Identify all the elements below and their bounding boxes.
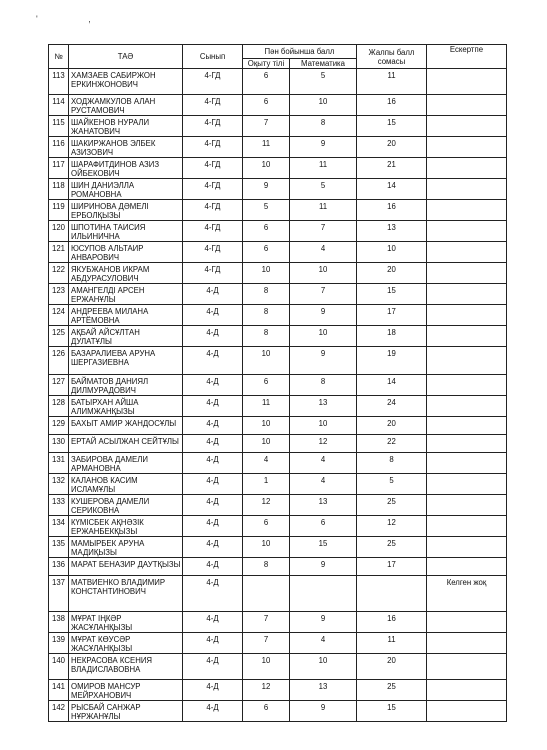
student-name: ЮСУПОВ АЛЬТАИР АНВАРОВИЧ: [69, 242, 183, 263]
class-name: 4-Д: [183, 654, 243, 680]
row-number: 123: [49, 284, 69, 305]
total-score: [357, 576, 427, 612]
language-score: 12: [243, 680, 290, 701]
student-name: АМАНГЕЛДІ АРСЕН ЕРЖАНҰЛЫ: [69, 284, 183, 305]
math-score: 8: [290, 116, 357, 137]
student-name: ШАРАФИТДИНОВ АЗИЗ ОЙБЕКОВИЧ: [69, 158, 183, 179]
student-name: ХАМЗАЕВ САБИРЖОН ЕРКИНЖОНОВИЧ: [69, 69, 183, 95]
math-score: 11: [290, 200, 357, 221]
class-name: 4-ГД: [183, 242, 243, 263]
table-row: [49, 179, 507, 200]
total-score: 25: [357, 495, 427, 516]
note: [427, 137, 507, 158]
table-row: [49, 633, 507, 654]
language-score: 10: [243, 654, 290, 680]
total-score: 18: [357, 326, 427, 347]
student-name: БАЙМАТОВ ДАНИЯЛ ДИЛМУРАДОВИЧ: [69, 375, 183, 396]
math-score: 13: [290, 680, 357, 701]
student-name: МАМЫРБЕК АРУНА МАДИҚЫЗЫ: [69, 537, 183, 558]
header-name: ТАӘ: [69, 45, 183, 69]
row-number: 117: [49, 158, 69, 179]
total-score: 14: [357, 375, 427, 396]
total-score: 17: [357, 305, 427, 326]
note: [427, 284, 507, 305]
row-number: 141: [49, 680, 69, 701]
math-score: 4: [290, 474, 357, 495]
row-number: 140: [49, 654, 69, 680]
student-name: КУШЕРОВА ДАМЕЛИ СЕРИКОВНА: [69, 495, 183, 516]
note: Келген жоқ: [427, 576, 507, 612]
language-score: [243, 576, 290, 612]
class-name: 4-ГД: [183, 263, 243, 284]
language-score: 6: [243, 701, 290, 722]
class-name: 4-Д: [183, 701, 243, 722]
math-score: 10: [290, 326, 357, 347]
total-score: 21: [357, 158, 427, 179]
class-name: 4-Д: [183, 516, 243, 537]
total-score: 25: [357, 537, 427, 558]
note: [427, 495, 507, 516]
language-score: 11: [243, 137, 290, 158]
total-score: 11: [357, 633, 427, 654]
language-score: 6: [243, 221, 290, 242]
class-name: 4-Д: [183, 396, 243, 417]
table-row: [49, 200, 507, 221]
table-row: [49, 221, 507, 242]
table-row: [49, 558, 507, 576]
row-number: 129: [49, 417, 69, 435]
language-score: 5: [243, 200, 290, 221]
student-name: ШАЙКЕНОВ НУРАЛИ ЖАНАТОВИЧ: [69, 116, 183, 137]
language-score: 10: [243, 417, 290, 435]
table-row: [49, 701, 507, 722]
language-score: 6: [243, 242, 290, 263]
language-score: 6: [243, 516, 290, 537]
student-name: БАХЫТ АМИР ЖАНДОСҰЛЫ: [69, 417, 183, 435]
student-name: МАТВИЕНКО ВЛАДИМИР КОНСТАНТИНОВИЧ: [69, 576, 183, 612]
student-name: МҰРАТ ІҢКӘР ЖАСҰЛАНҚЫЗЫ: [69, 612, 183, 633]
total-score: 20: [357, 654, 427, 680]
student-name: АНДРЕЕВА МИЛАНА АРТЁМОВНА: [69, 305, 183, 326]
total-score: 17: [357, 558, 427, 576]
row-number: 119: [49, 200, 69, 221]
row-number: 135: [49, 537, 69, 558]
table-row: [49, 516, 507, 537]
student-name: БАТЫРХАН АЙША АЛИМЖАНҚЫЗЫ: [69, 396, 183, 417]
math-score: 5: [290, 69, 357, 95]
note: [427, 612, 507, 633]
class-name: 4-Д: [183, 495, 243, 516]
note: [427, 633, 507, 654]
language-score: 10: [243, 158, 290, 179]
language-score: 10: [243, 435, 290, 453]
note: [427, 417, 507, 435]
math-score: 4: [290, 242, 357, 263]
table-row: [49, 537, 507, 558]
math-score: 10: [290, 263, 357, 284]
note: [427, 200, 507, 221]
math-score: 4: [290, 633, 357, 654]
note: [427, 158, 507, 179]
table-row: [49, 137, 507, 158]
note: [427, 701, 507, 722]
total-score: 16: [357, 612, 427, 633]
language-score: 11: [243, 396, 290, 417]
table-row: [49, 95, 507, 116]
note: [427, 116, 507, 137]
total-score: 13: [357, 221, 427, 242]
class-name: 4-ГД: [183, 158, 243, 179]
row-number: 116: [49, 137, 69, 158]
note: [427, 654, 507, 680]
student-name: БАЗАРАЛИЕВА АРУНА ШЕРГАЗИЕВНА: [69, 347, 183, 375]
class-name: 4-Д: [183, 537, 243, 558]
class-name: 4-ГД: [183, 179, 243, 200]
math-score: 7: [290, 221, 357, 242]
math-score: 5: [290, 179, 357, 200]
student-name: КҮМІСБЕК АҚНӘЗІК ЕРЖАНБЕКҚЫЗЫ: [69, 516, 183, 537]
table-row: [49, 435, 507, 453]
table-row: [49, 417, 507, 435]
student-name: МҰРАТ КӨУСӘР ЖАСҰЛАНҚЫЗЫ: [69, 633, 183, 654]
total-score: 11: [357, 69, 427, 95]
table-row: [49, 158, 507, 179]
row-number: 120: [49, 221, 69, 242]
row-number: 134: [49, 516, 69, 537]
class-name: 4-ГД: [183, 116, 243, 137]
student-name: ЯКУБЖАНОВ ИКРАМ АБДУРАСУЛОВИЧ: [69, 263, 183, 284]
math-score: 10: [290, 95, 357, 116]
student-name: МАРАТ БЕНАЗИР ДАУТҚЫЗЫ: [69, 558, 183, 576]
total-score: 20: [357, 137, 427, 158]
row-number: 133: [49, 495, 69, 516]
header-subject-math: Математика: [290, 59, 357, 69]
math-score: 9: [290, 137, 357, 158]
math-score: 13: [290, 495, 357, 516]
class-name: 4-Д: [183, 558, 243, 576]
student-name: ШПОТИНА ТАИСИЯ ИЛЬИНИЧНА: [69, 221, 183, 242]
note: [427, 326, 507, 347]
results-table: [48, 44, 507, 722]
class-name: 4-Д: [183, 375, 243, 396]
math-score: 9: [290, 701, 357, 722]
class-name: 4-Д: [183, 435, 243, 453]
language-score: 10: [243, 263, 290, 284]
row-number: 121: [49, 242, 69, 263]
student-name: ШИН ДАНИЭЛЛА РОМАНОВНА: [69, 179, 183, 200]
row-number: 138: [49, 612, 69, 633]
class-name: 4-ГД: [183, 200, 243, 221]
note: [427, 375, 507, 396]
total-score: 8: [357, 453, 427, 474]
header-class: Сынып: [183, 45, 243, 69]
row-number: 132: [49, 474, 69, 495]
total-score: 16: [357, 95, 427, 116]
table-row: [49, 375, 507, 396]
math-score: 11: [290, 158, 357, 179]
note: [427, 453, 507, 474]
note: [427, 396, 507, 417]
total-score: 14: [357, 179, 427, 200]
row-number: 136: [49, 558, 69, 576]
note: [427, 435, 507, 453]
math-score: 6: [290, 516, 357, 537]
language-score: 7: [243, 612, 290, 633]
math-score: 7: [290, 284, 357, 305]
student-name: ШИРИНОВА ДӘМЕЛІ ЕРБОЛҚЫЗЫ: [69, 200, 183, 221]
row-number: 113: [49, 69, 69, 95]
note: [427, 680, 507, 701]
row-number: 126: [49, 347, 69, 375]
row-number: 127: [49, 375, 69, 396]
language-score: 12: [243, 495, 290, 516]
language-score: 10: [243, 347, 290, 375]
math-score: 10: [290, 654, 357, 680]
table-row: [49, 474, 507, 495]
language-score: 6: [243, 95, 290, 116]
note: [427, 516, 507, 537]
class-name: 4-ГД: [183, 137, 243, 158]
language-score: 9: [243, 179, 290, 200]
total-score: 24: [357, 396, 427, 417]
total-score: 19: [357, 347, 427, 375]
table-row: [49, 612, 507, 633]
table-row: [49, 326, 507, 347]
total-score: 15: [357, 116, 427, 137]
class-name: 4-ГД: [183, 221, 243, 242]
table-row: [49, 305, 507, 326]
student-name: РЫСБАЙ САНЖАР НҰРЖАНҰЛЫ: [69, 701, 183, 722]
row-number: 124: [49, 305, 69, 326]
student-name: ЕРТАЙ АСЫЛЖАН СЕЙТҰЛЫ: [69, 435, 183, 453]
class-name: 4-Д: [183, 633, 243, 654]
table-row: [49, 242, 507, 263]
row-number: 118: [49, 179, 69, 200]
row-number: 122: [49, 263, 69, 284]
table-row: [49, 495, 507, 516]
total-score: 25: [357, 680, 427, 701]
note: [427, 69, 507, 95]
math-score: 9: [290, 612, 357, 633]
total-score: 10: [357, 242, 427, 263]
table-row: [49, 347, 507, 375]
header-total: Жалпы балл сомасы: [357, 45, 427, 69]
row-number: 131: [49, 453, 69, 474]
language-score: 6: [243, 69, 290, 95]
header-note: Ескертпе: [427, 45, 507, 69]
class-name: 4-Д: [183, 347, 243, 375]
math-score: 9: [290, 558, 357, 576]
math-score: 8: [290, 375, 357, 396]
total-score: 16: [357, 200, 427, 221]
row-number: 139: [49, 633, 69, 654]
note: [427, 558, 507, 576]
table-row: [49, 69, 507, 95]
total-score: 15: [357, 284, 427, 305]
class-name: 4-Д: [183, 284, 243, 305]
student-name: ОМИРОВ МАНСУР МЕЙРХАНОВИЧ: [69, 680, 183, 701]
language-score: 1: [243, 474, 290, 495]
class-name: 4-Д: [183, 305, 243, 326]
table-row: [49, 654, 507, 680]
student-name: ШАКИРЖАНОВ ЭЛБЕК АЗИЗОВИЧ: [69, 137, 183, 158]
class-name: 4-ГД: [183, 95, 243, 116]
row-number: 114: [49, 95, 69, 116]
note: [427, 305, 507, 326]
note: [427, 263, 507, 284]
class-name: 4-Д: [183, 453, 243, 474]
total-score: 20: [357, 417, 427, 435]
row-number: 125: [49, 326, 69, 347]
corner-marks: ' ,: [36, 14, 115, 24]
header-num: №: [49, 45, 69, 69]
language-score: 8: [243, 284, 290, 305]
language-score: 8: [243, 305, 290, 326]
table-row: [49, 453, 507, 474]
language-score: 7: [243, 633, 290, 654]
class-name: 4-Д: [183, 417, 243, 435]
student-name: НЕКРАСОВА КСЕНИЯ ВЛАДИСЛАВОВНА: [69, 654, 183, 680]
table-row: [49, 396, 507, 417]
row-number: 130: [49, 435, 69, 453]
class-name: 4-Д: [183, 612, 243, 633]
header-subject-score: Пән бойынша балл: [243, 45, 357, 59]
math-score: 9: [290, 305, 357, 326]
class-name: 4-Д: [183, 326, 243, 347]
student-name: ХОДЖАМКУЛОВ АЛАН РУСТАМОВИЧ: [69, 95, 183, 116]
class-name: 4-Д: [183, 680, 243, 701]
student-name: АҚБАЙ АЙСҰЛТАН ДУЛАТҰЛЫ: [69, 326, 183, 347]
math-score: 4: [290, 453, 357, 474]
table-row: [49, 263, 507, 284]
total-score: 5: [357, 474, 427, 495]
math-score: 9: [290, 347, 357, 375]
total-score: 15: [357, 701, 427, 722]
row-number: 128: [49, 396, 69, 417]
table-row: [49, 116, 507, 137]
math-score: 10: [290, 417, 357, 435]
class-name: 4-Д: [183, 576, 243, 612]
total-score: 20: [357, 263, 427, 284]
math-score: 13: [290, 396, 357, 417]
table-row: [49, 284, 507, 305]
language-score: 8: [243, 558, 290, 576]
table-row: [49, 576, 507, 612]
note: [427, 242, 507, 263]
language-score: 7: [243, 116, 290, 137]
math-score: 12: [290, 435, 357, 453]
note: [427, 537, 507, 558]
math-score: [290, 576, 357, 612]
language-score: 10: [243, 537, 290, 558]
total-score: 12: [357, 516, 427, 537]
row-number: 142: [49, 701, 69, 722]
note: [427, 95, 507, 116]
total-score: 22: [357, 435, 427, 453]
class-name: 4-ГД: [183, 69, 243, 95]
note: [427, 474, 507, 495]
table-row: [49, 680, 507, 701]
language-score: 8: [243, 326, 290, 347]
note: [427, 347, 507, 375]
language-score: 4: [243, 453, 290, 474]
class-name: 4-Д: [183, 474, 243, 495]
row-number: 115: [49, 116, 69, 137]
header-subject-language: Оқыту тілі: [243, 59, 290, 69]
student-name: ЗАБИРОВА ДАМЕЛИ АРМАНОВНА: [69, 453, 183, 474]
row-number: 137: [49, 576, 69, 612]
note: [427, 179, 507, 200]
student-name: КАЛАНОВ КАСИМ ИСЛАМҰЛЫ: [69, 474, 183, 495]
language-score: 6: [243, 375, 290, 396]
math-score: 15: [290, 537, 357, 558]
note: [427, 221, 507, 242]
